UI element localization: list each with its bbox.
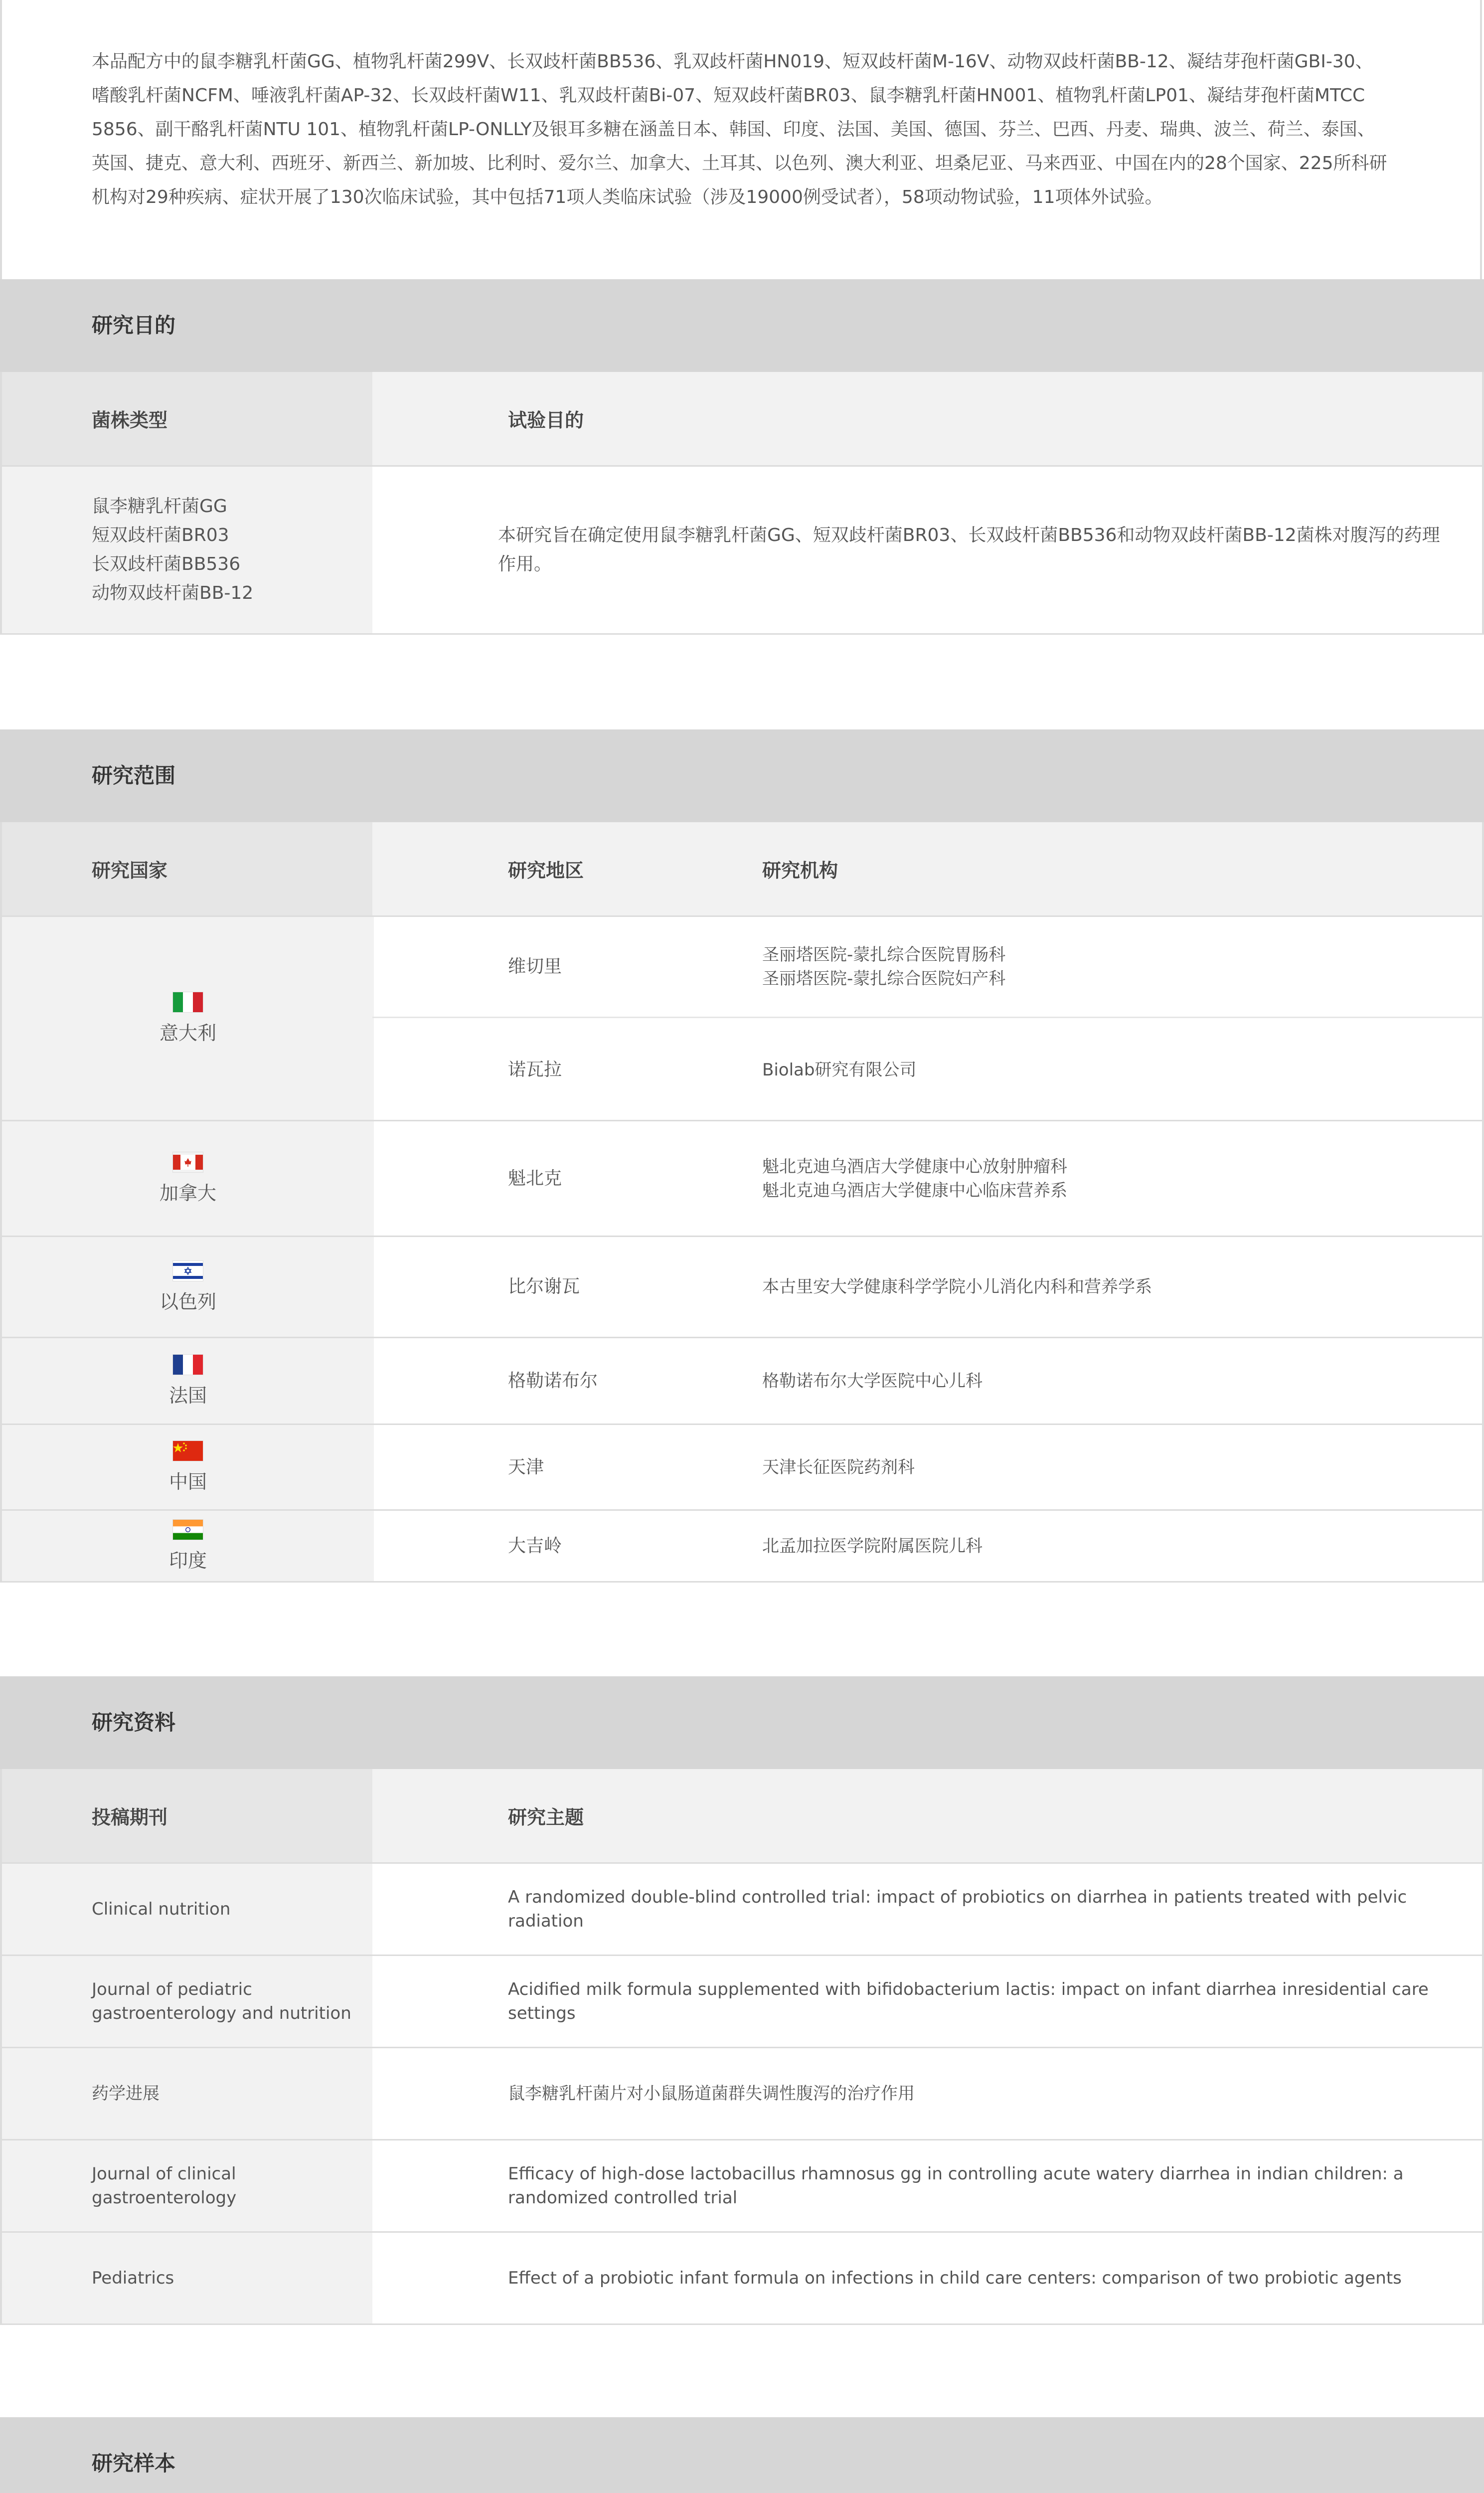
scope-header-country: 研究国家 <box>2 822 372 915</box>
research-topic: Effect of a probiotic infant formula on infections in child care centers: comparison of two probiotic agents <box>508 2268 1402 2288</box>
region-name: 比尔谢瓦 <box>508 1276 580 1297</box>
scope-country-row-canada <box>0 1121 1484 1237</box>
research-topic: 鼠李糖乳杆菌片对小鼠肠道菌群失调性腹泻的治疗作用 <box>508 2084 915 2104</box>
region-name: 天津 <box>508 1456 544 1477</box>
france-flag-icon <box>172 1354 203 1375</box>
country-cell <box>2 1121 374 1236</box>
institution-item: Biolab研究有限公司 <box>762 1060 917 1080</box>
purpose-goal-text: 本研究旨在确定使用鼠李糖乳杆菌GG、短双歧杆菌BR03、长双歧杆菌BB536和动物双歧杆菌BB-12菌株对腹泻的药理作用。 <box>498 525 1440 574</box>
region-name: 格勒诺布尔 <box>508 1370 598 1391</box>
scope-country-row-india <box>0 1511 1484 1583</box>
materials-row <box>0 1864 1484 1956</box>
strain-item: 短双歧杆菌BR03 <box>92 525 229 545</box>
materials-row <box>0 1956 1484 2048</box>
institution-list <box>762 917 1005 1017</box>
scope-header-row <box>0 822 1484 917</box>
materials-header-journal: 投稿期刊 <box>2 1769 372 1862</box>
journal-name: Pediatrics <box>2 2233 372 2323</box>
research-topic: Acidified milk formula supplemented with bifidobacterium lactis: impact on infant diarrhea inresidential care settings <box>508 1979 1429 2023</box>
research-topic: A randomized double-blind controlled trial: impact of probiotics on diarrhea in patients treated with pelvic radiation <box>508 1887 1407 1931</box>
region-subrow <box>372 1018 1482 1121</box>
journal-name: Clinical nutrition <box>2 1864 372 1955</box>
scope-section-title: 研究范围 <box>0 729 1484 822</box>
country-name: 意大利 <box>159 1022 216 1044</box>
institution-item: 格勒诺布尔大学医院中心儿科 <box>762 1371 983 1391</box>
region-name: 魁北克 <box>508 1168 562 1189</box>
purpose-strain-list <box>2 467 372 633</box>
country-cell <box>2 1511 374 1581</box>
scope-country-row-china <box>0 1425 1484 1511</box>
country-name: 印度 <box>168 1550 207 1572</box>
country-cell <box>2 1425 374 1509</box>
purpose-goal <box>372 467 1482 633</box>
purpose-header-row <box>0 372 1484 467</box>
purpose-header-goal: 试验目的 <box>508 409 584 431</box>
region-name: 诺瓦拉 <box>508 1059 562 1080</box>
materials-header-topic: 研究主题 <box>508 1806 584 1828</box>
region-subrow <box>372 917 1482 1018</box>
intro-text: 本品配方中的鼠李糖乳杆菌GG、植物乳杆菌299V、长双歧杆菌BB536、乳双歧杆菌HN019、短双歧杆菌M-16V、动物双歧杆菌BB-12、凝结芽孢杆菌GBI-30、嗜酸乳杆菌NCFM、唾液乳杆菌AP-32、长双歧杆菌W11、乳双歧杆菌Bi-07、短双歧杆菌BR03、鼠李糖乳杆菌HN001、植物乳杆菌LP01、凝结芽孢杆菌MTCC 5856、副干酪乳杆菌NTU 101、植物乳杆菌LP-ONLLY及银耳多糖在涵盖日本、韩国、印度、法国、美国、德国、芬兰、巴西、丹麦、瑞典、波兰、荷兰、泰国、英国、捷克、意大利、西班牙、新西兰、新加坡、比利时、爱尔兰、加拿大、土耳其、以色列、澳大利亚、坦桑尼亚、马来西亚、中国在内的28个国家、225所科研机构对29种疾病、症状开展了130次临床试验，其中包括71项人类临床试验（涉及19000例受试者），58项动物试验，11项体外试验。 <box>92 51 1387 207</box>
country-cell <box>2 1237 374 1337</box>
intro-paragraph <box>0 0 1482 279</box>
country-name: 加拿大 <box>159 1182 216 1204</box>
materials-section-title: 研究资料 <box>0 1676 1484 1769</box>
materials-header-row <box>0 1769 1484 1864</box>
country-name: 法国 <box>168 1385 207 1407</box>
country-cell <box>2 1338 374 1424</box>
scope-header-institution: 研究机构 <box>762 860 838 882</box>
institution-item: 本古里安大学健康科学学院小儿消化内科和营养学系 <box>762 1277 1152 1297</box>
israel-flag-icon <box>172 1260 203 1281</box>
scope-country-row-italy <box>0 917 1484 1121</box>
region-name: 大吉岭 <box>508 1535 562 1556</box>
italy-flag-icon <box>172 992 203 1013</box>
journal-name: Journal of pediatric gastroenterology and nutrition <box>2 1956 372 2047</box>
scope-country-row-france <box>0 1338 1484 1425</box>
journal-name: 药学进展 <box>2 2048 372 2139</box>
journal-name: Journal of clinical gastroenterology <box>2 2140 372 2231</box>
research-topic: Efficacy of high-dose lactobacillus rhamnosus gg in controlling acute watery diarrhea in indian children: a randomized controlled trial <box>508 2164 1404 2208</box>
purpose-row <box>0 467 1484 635</box>
purpose-section-title: 研究目的 <box>0 279 1484 372</box>
institution-list <box>762 1121 1067 1236</box>
institution-item: 圣丽塔医院-蒙扎综合医院胃肠科 <box>762 945 1006 965</box>
country-name: 中国 <box>168 1471 207 1493</box>
materials-row <box>0 2140 1484 2233</box>
samples-section-title: 研究样本 <box>0 2417 1484 2493</box>
strain-item: 长双歧杆菌BB536 <box>92 554 241 574</box>
materials-row <box>0 2048 1484 2140</box>
region-name: 维切里 <box>508 956 562 977</box>
china-flag-icon <box>172 1440 203 1461</box>
institution-item: 北孟加拉医学院附属医院儿科 <box>762 1536 983 1556</box>
country-cell <box>2 917 374 1120</box>
canada-flag-icon <box>172 1152 203 1173</box>
institution-item: 圣丽塔医院-蒙扎综合医院妇产科 <box>762 969 1006 989</box>
scope-header-region: 研究地区 <box>508 860 584 882</box>
institution-item: 魁北克迪乌酒店大学健康中心临床营养系 <box>762 1180 1067 1201</box>
purpose-header-strain: 菌株类型 <box>2 372 372 465</box>
country-name: 以色列 <box>159 1290 216 1313</box>
institution-item: 天津长征医院药剂科 <box>762 1457 915 1477</box>
scope-country-row-israel <box>0 1237 1484 1338</box>
strain-item: 动物双歧杆菌BB-12 <box>92 583 254 603</box>
institution-item: 魁北克迪乌酒店大学健康中心放射肿瘤科 <box>762 1156 1067 1177</box>
strain-item: 鼠李糖乳杆菌GG <box>92 496 227 517</box>
india-flag-icon <box>172 1519 203 1540</box>
materials-row <box>0 2233 1484 2325</box>
